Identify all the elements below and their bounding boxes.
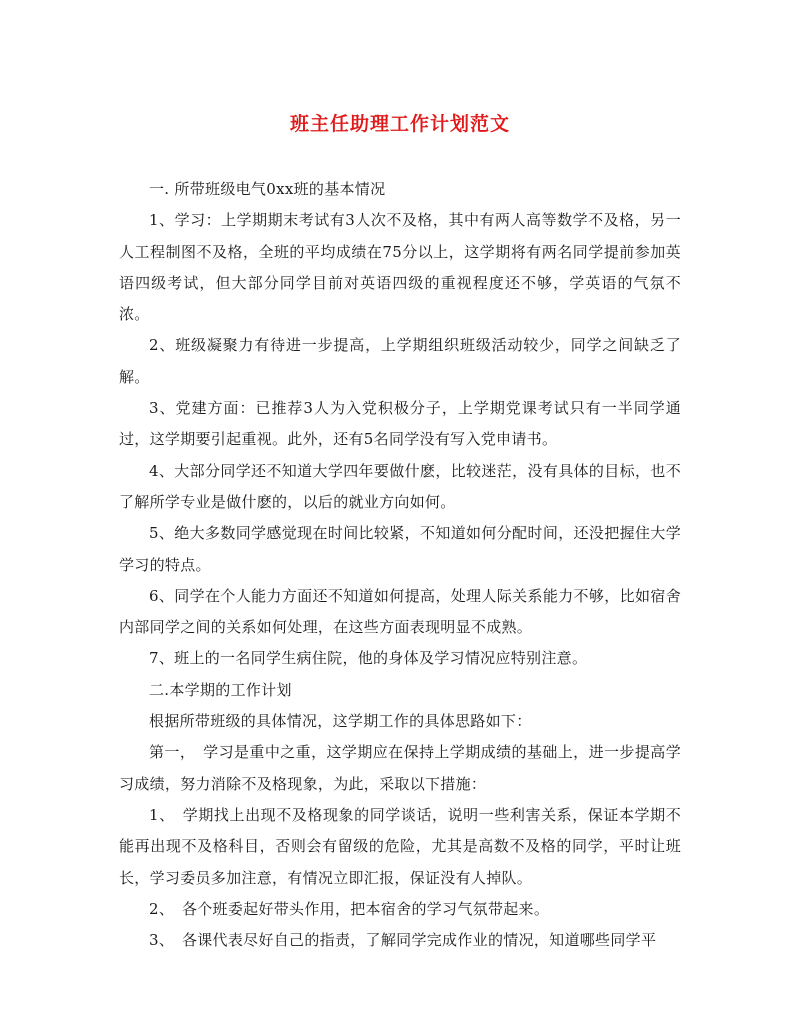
- paragraph-item-1: 1、学习：上学期期末考试有3人次不及格，其中有两人高等数学不及格，另一人工程制图不及格，全班的平均成绩在75分以上，这学期将有两名同学提前参加英语四级考试，但大部分同学目前对英语四级的重视程度还不够，学英语的气氛不浓。: [119, 211, 681, 324]
- paragraph-measure-1: 1、 学期找上出现不及格现象的同学谈话，说明一些利害关系，保证本学期不能再出现不及格科目，否则会有留级的危险，尤其是高数不及格的同学，平时让班长，学习委员多加注意，有情况立即汇报，保证没有人掉队。: [119, 805, 681, 887]
- paragraph-measure-2: 2、 各个班委起好带头作用，把本宿舍的学习气氛带起来。: [149, 899, 550, 918]
- paragraph-item-2: 2、班级凝聚力有待进一步提高，上学期组织班级活动较少，同学之间缺乏了解。: [119, 336, 681, 386]
- paragraph-item-5: 5、绝大多数同学感觉现在时间比较紧，不知道如何分配时间，还没把握住大学学习的特点。: [119, 524, 681, 574]
- paragraph-section-1-heading: 一. 所带班级电气0xx班的基本情况: [149, 180, 386, 198]
- paragraph-section-2-heading: 二.本学期的工作计划: [149, 680, 292, 699]
- paragraph-item-6: 6、同学在个人能力方面还不知道如何提高，处理人际关系能力不够，比如宿舍内部同学之间的关系如何处理，在这些方面表现明显不成熟。: [119, 586, 681, 637]
- paragraph-intro: 根据所带班级的具体情况，这学期工作的具体思路如下：: [149, 712, 532, 731]
- document-body: [119, 174, 681, 956]
- document-title: 班主任助理工作计划范文: [289, 113, 510, 135]
- paragraph-first-point: 第一， 学习是重中之重，这学期应在保持上学期成绩的基础上，进一步提高学习成绩，努力消除不及格现象，为此，采取以下措施：: [119, 743, 681, 793]
- paragraph-item-3: 3、党建方面：已推荐3人为入党积极分子，上学期党课考试只有一半同学通过，这学期要引起重视。此外，还有5名同学没有写入党申请书。: [119, 399, 681, 449]
- paragraph-item-7: 7、班上的一名同学生病住院，他的身体及学习情况应特别注意。: [149, 649, 588, 668]
- paragraph-measure-3: 3、 各课代表尽好自己的指责，了解同学完成作业的情况，知道哪些同学平: [149, 931, 657, 950]
- paragraph-item-4: 4、大部分同学还不知道大学四年要做什麽，比较迷茫，没有具体的目标，也不了解所学专业是做什麽的，以后的就业方向如何。: [119, 461, 681, 511]
